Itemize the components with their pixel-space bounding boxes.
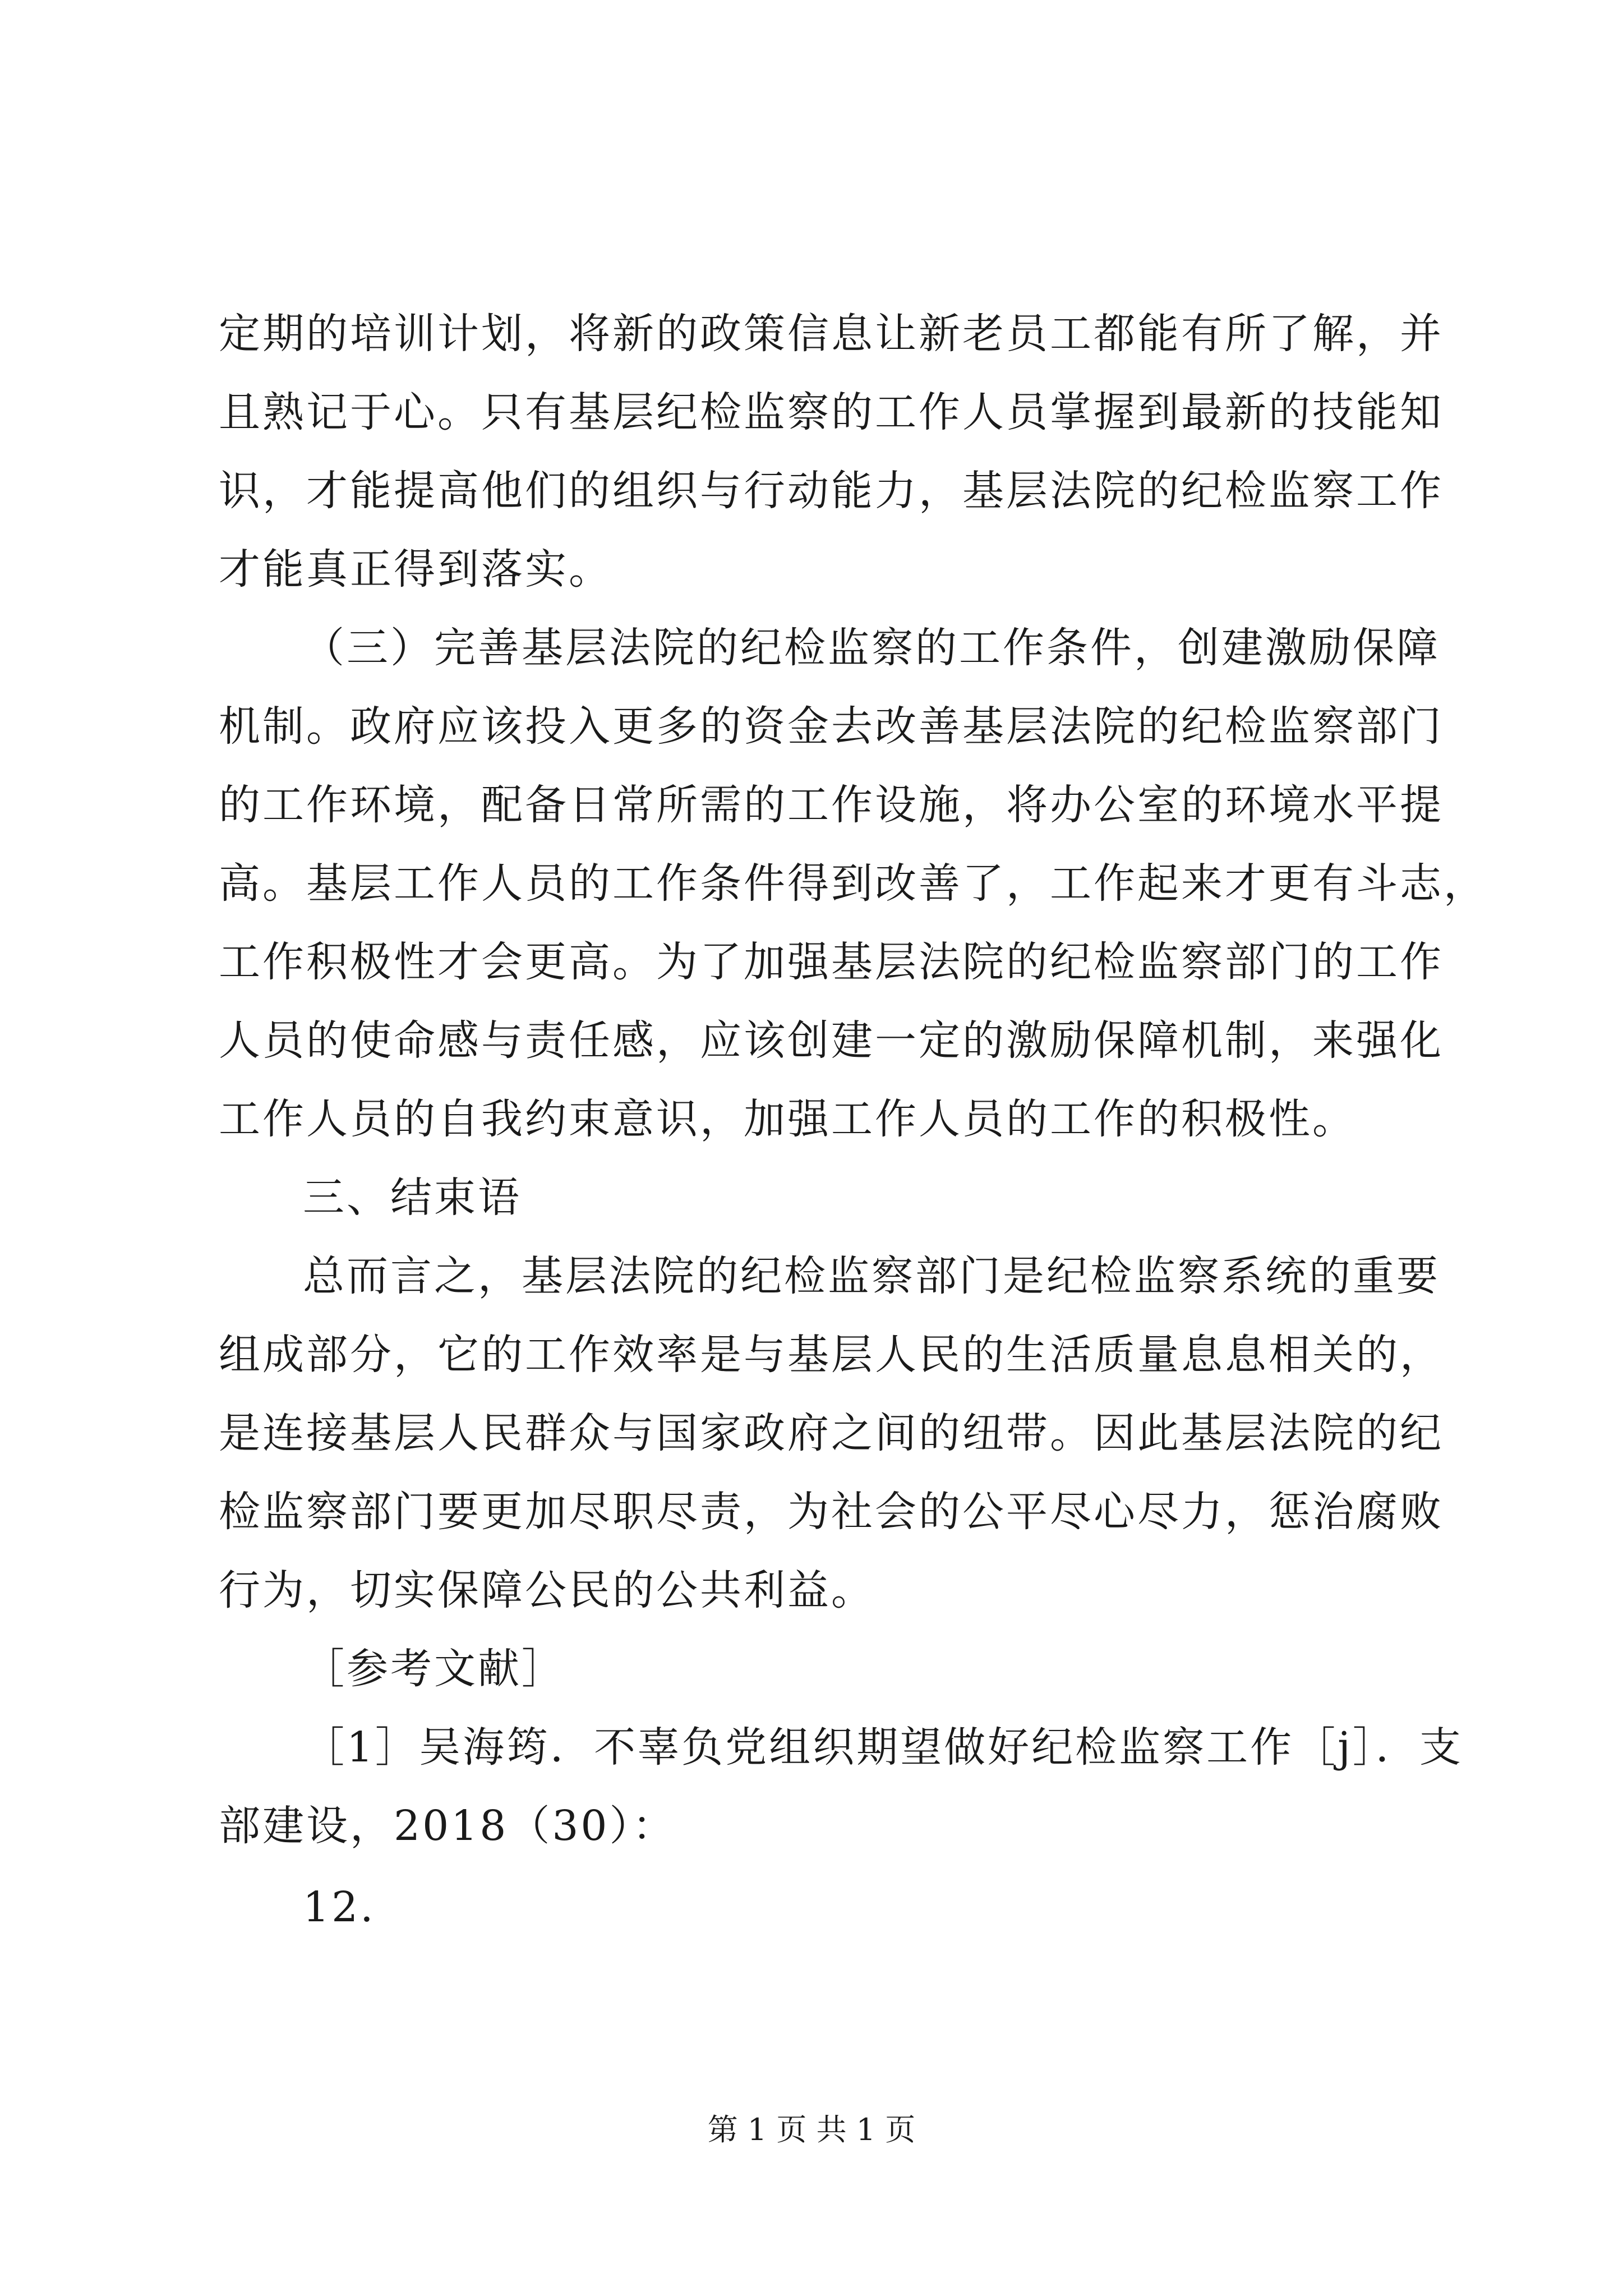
- paragraph-line: 工作积极性才会更高。为了加强基层法院的纪检监察部门的工作: [219, 938, 1444, 986]
- paragraph-line: 检监察部门要更加尽职尽责，为社会的公平尽心尽力，惩治腐败: [219, 1488, 1444, 1536]
- page-footer: 第 1 页 共 1 页: [707, 2112, 916, 2147]
- section-heading: 三、结束语: [303, 1174, 522, 1222]
- references-title: ［参考文献］: [303, 1645, 565, 1693]
- paragraph-line: 工作人员的自我约束意识，加强工作人员的工作的积极性。: [219, 1095, 1356, 1143]
- paragraph-line: （三）完善基层法院的纪检监察的工作条件，创建激励保障: [303, 624, 1440, 672]
- reference-line: ［1］吴海筠．不辜负党组织期望做好纪检监察工作［j］．支: [303, 1723, 1464, 1772]
- paragraph-line: 机制。政府应该投入更多的资金去改善基层法院的纪检监察部门: [219, 702, 1444, 751]
- paragraph-line: 识，才能提高他们的组织与行动能力，基层法院的纪检监察工作: [219, 467, 1444, 515]
- paragraph-line: 且熟记于心。只有基层纪检监察的工作人员掌握到最新的技能知: [219, 388, 1444, 436]
- paragraph-line: 高。基层工作人员的工作条件得到改善了，工作起来才更有斗志，: [219, 859, 1487, 908]
- paragraph-line: 人员的使命感与责任感，应该创建一定的激励保障机制，来强化: [219, 1016, 1444, 1065]
- paragraph-line: 定期的培训计划，将新的政策信息让新老员工都能有所了解，并: [219, 310, 1444, 358]
- paragraph-line: 行为，切实保障公民的公共利益。: [219, 1566, 875, 1614]
- paragraph-line: 组成部分，它的工作效率是与基层人民的生活质量息息相关的，: [219, 1331, 1444, 1379]
- paragraph-line: 是连接基层人民群众与国家政府之间的纽带。因此基层法院的纪: [219, 1409, 1444, 1457]
- reference-page-number: 12.: [303, 1883, 376, 1931]
- paragraph-line: 才能真正得到落实。: [219, 545, 612, 593]
- paragraph-line: 总而言之，基层法院的纪检监察部门是纪检监察系统的重要: [303, 1252, 1440, 1300]
- reference-line: 部建设，2018（30）：: [219, 1802, 676, 1850]
- paragraph-line: 的工作环境，配备日常所需的工作设施，将办公室的环境水平提: [219, 781, 1444, 829]
